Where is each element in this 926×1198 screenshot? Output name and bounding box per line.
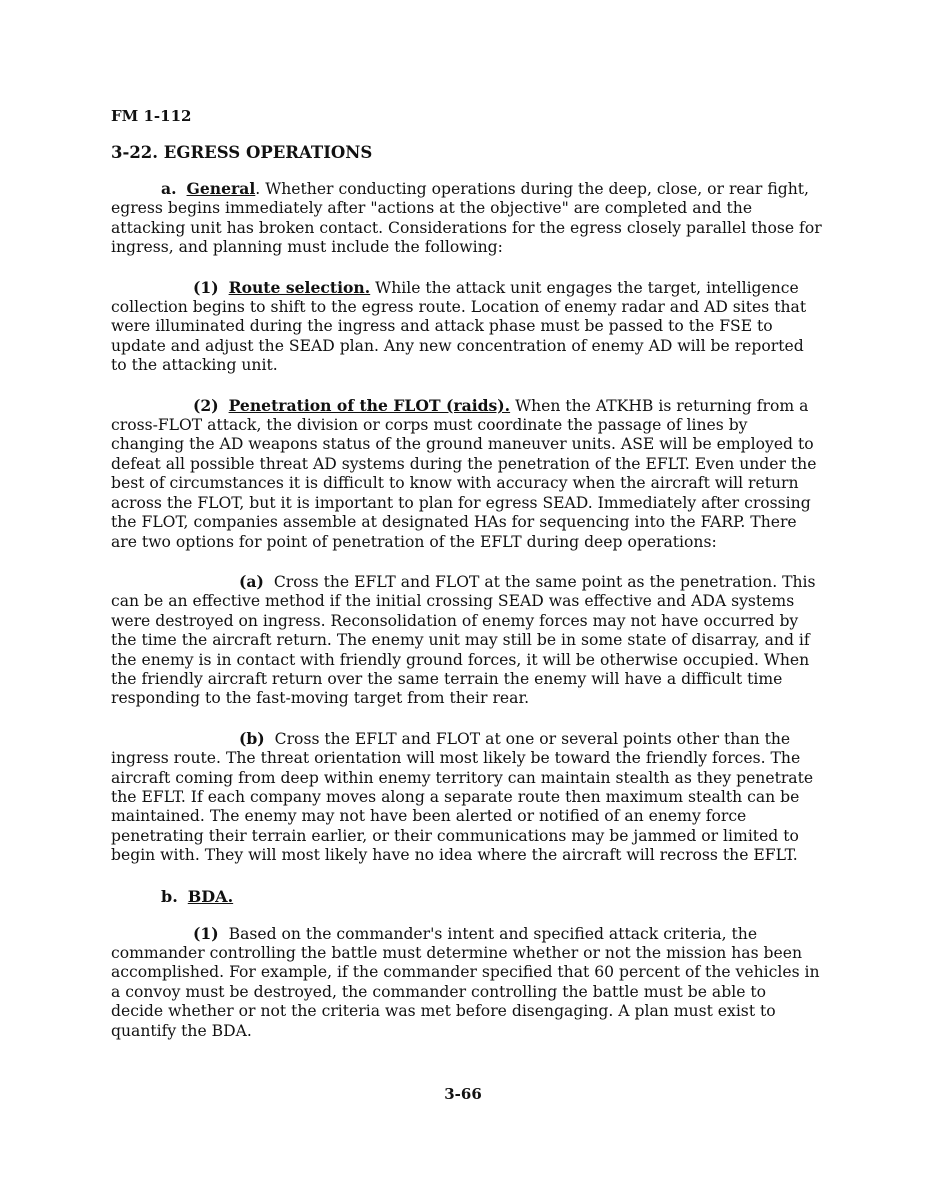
paragraph-text: While the attack unit engages the target, intelligence collection begins to shift to the egress route. Location of enemy radar and AD sites that were illuminated during the ingress and attack phase must be passed to the FSE to update and adjust the SEAD plan. Any new concentration of enemy AD will be reported to the attacking unit. bbox=[111, 278, 807, 375]
manual-id-header: FM 1-112 bbox=[111, 107, 192, 125]
paragraph-text: Based on the commander's intent and specified attack criteria, the commander controlling the battle must determine whether or not the mission has been accomplished. For example, if the commander specified that 60 percent of the vehicles in a convoy must be destroyed, the commander controlling the battle must be able to decide whether or not the criteria was met before disengaging. A plan must exist to quantify the BDA. bbox=[111, 924, 820, 1040]
paragraph-a1-route-selection bbox=[111, 278, 823, 376]
paragraph-a2a-same-point bbox=[111, 572, 823, 709]
paragraph-lead: Route selection. bbox=[228, 277, 371, 297]
paragraph-text: Cross the EFLT and FLOT at the same point as the penetration. This can be an effective method if the initial crossing SEAD was effective and ADA systems were destroyed on ingress. Reconsolidation of enemy forces may not have occurred by the time the aircraft return. The enemy unit may still be in some state of disarray, and if the enemy is in contact with friendly ground forces, it will be otherwise occupied. When the friendly aircraft return over the same terrain the enemy will have a difficult time responding to the fast-moving target from their rear. bbox=[111, 572, 816, 708]
paragraph-lead: General bbox=[186, 179, 256, 198]
page-number: 3-66 bbox=[444, 1085, 482, 1103]
paragraph-lead: Penetration of the FLOT (raids). bbox=[228, 395, 511, 415]
paragraph-text: Cross the EFLT and FLOT at one or several points other than the ingress route. The threat orientation will most likely be toward the friendly forces. The aircraft coming from deep within enemy territory can maintain stealth as they penetrate the EFLT. If each company moves along a separate route then maximum stealth can be maintained. The enemy may not have been alerted or notified of an enemy force penetrating their terrain earlier, or their communications may be jammed or limited to begin with. They will most likely have no idea where the aircraft will recross the EFLT. bbox=[111, 729, 814, 865]
paragraph-text: . Whether conducting operations during the deep, close, or rear fight, egress begins immediately after "actions at the objective" are completed and the attacking unit has broken contact. Considerations for the egress closely parallel those for ingress, and planning must include the following: bbox=[111, 180, 822, 257]
paragraph-a2-penetration-of-flot bbox=[111, 396, 823, 552]
paragraph-label: (b) bbox=[239, 728, 265, 748]
paragraph-a-general bbox=[111, 179, 823, 258]
paragraph-lead: BDA. bbox=[187, 886, 234, 906]
document-page bbox=[111, 106, 823, 1061]
paragraph-label: b. bbox=[161, 886, 178, 906]
paragraph-label: (1) bbox=[193, 923, 219, 943]
section-title: 3-22. EGRESS OPERATIONS bbox=[111, 143, 373, 162]
paragraph-label: (a) bbox=[239, 571, 264, 591]
paragraph-label: (1) bbox=[193, 277, 219, 297]
paragraph-b1 bbox=[111, 924, 823, 1041]
paragraph-a2b-other-points bbox=[111, 729, 823, 866]
paragraph-label: (2) bbox=[193, 395, 219, 415]
subheading-b-bda bbox=[161, 886, 823, 908]
paragraph-text: When the ATKHB is returning from a cross-FLOT attack, the division or corps must coordinate the passage of lines by changing the AD weapons status of the ground maneuver units. ASE will be employed to defeat all possible threat AD systems during the penetration of the EFLT. Even under the best of circumstances it is difficult to know with accuracy when the aircraft will return across the FLOT, but it is important to plan for egress SEAD. Immediately after crossing the FLOT, companies assemble at designated HAs for sequencing into the FARP. There are two options for point of penetration of the EFLT during deep operations: bbox=[111, 396, 817, 551]
paragraph-label: a. bbox=[161, 179, 177, 198]
